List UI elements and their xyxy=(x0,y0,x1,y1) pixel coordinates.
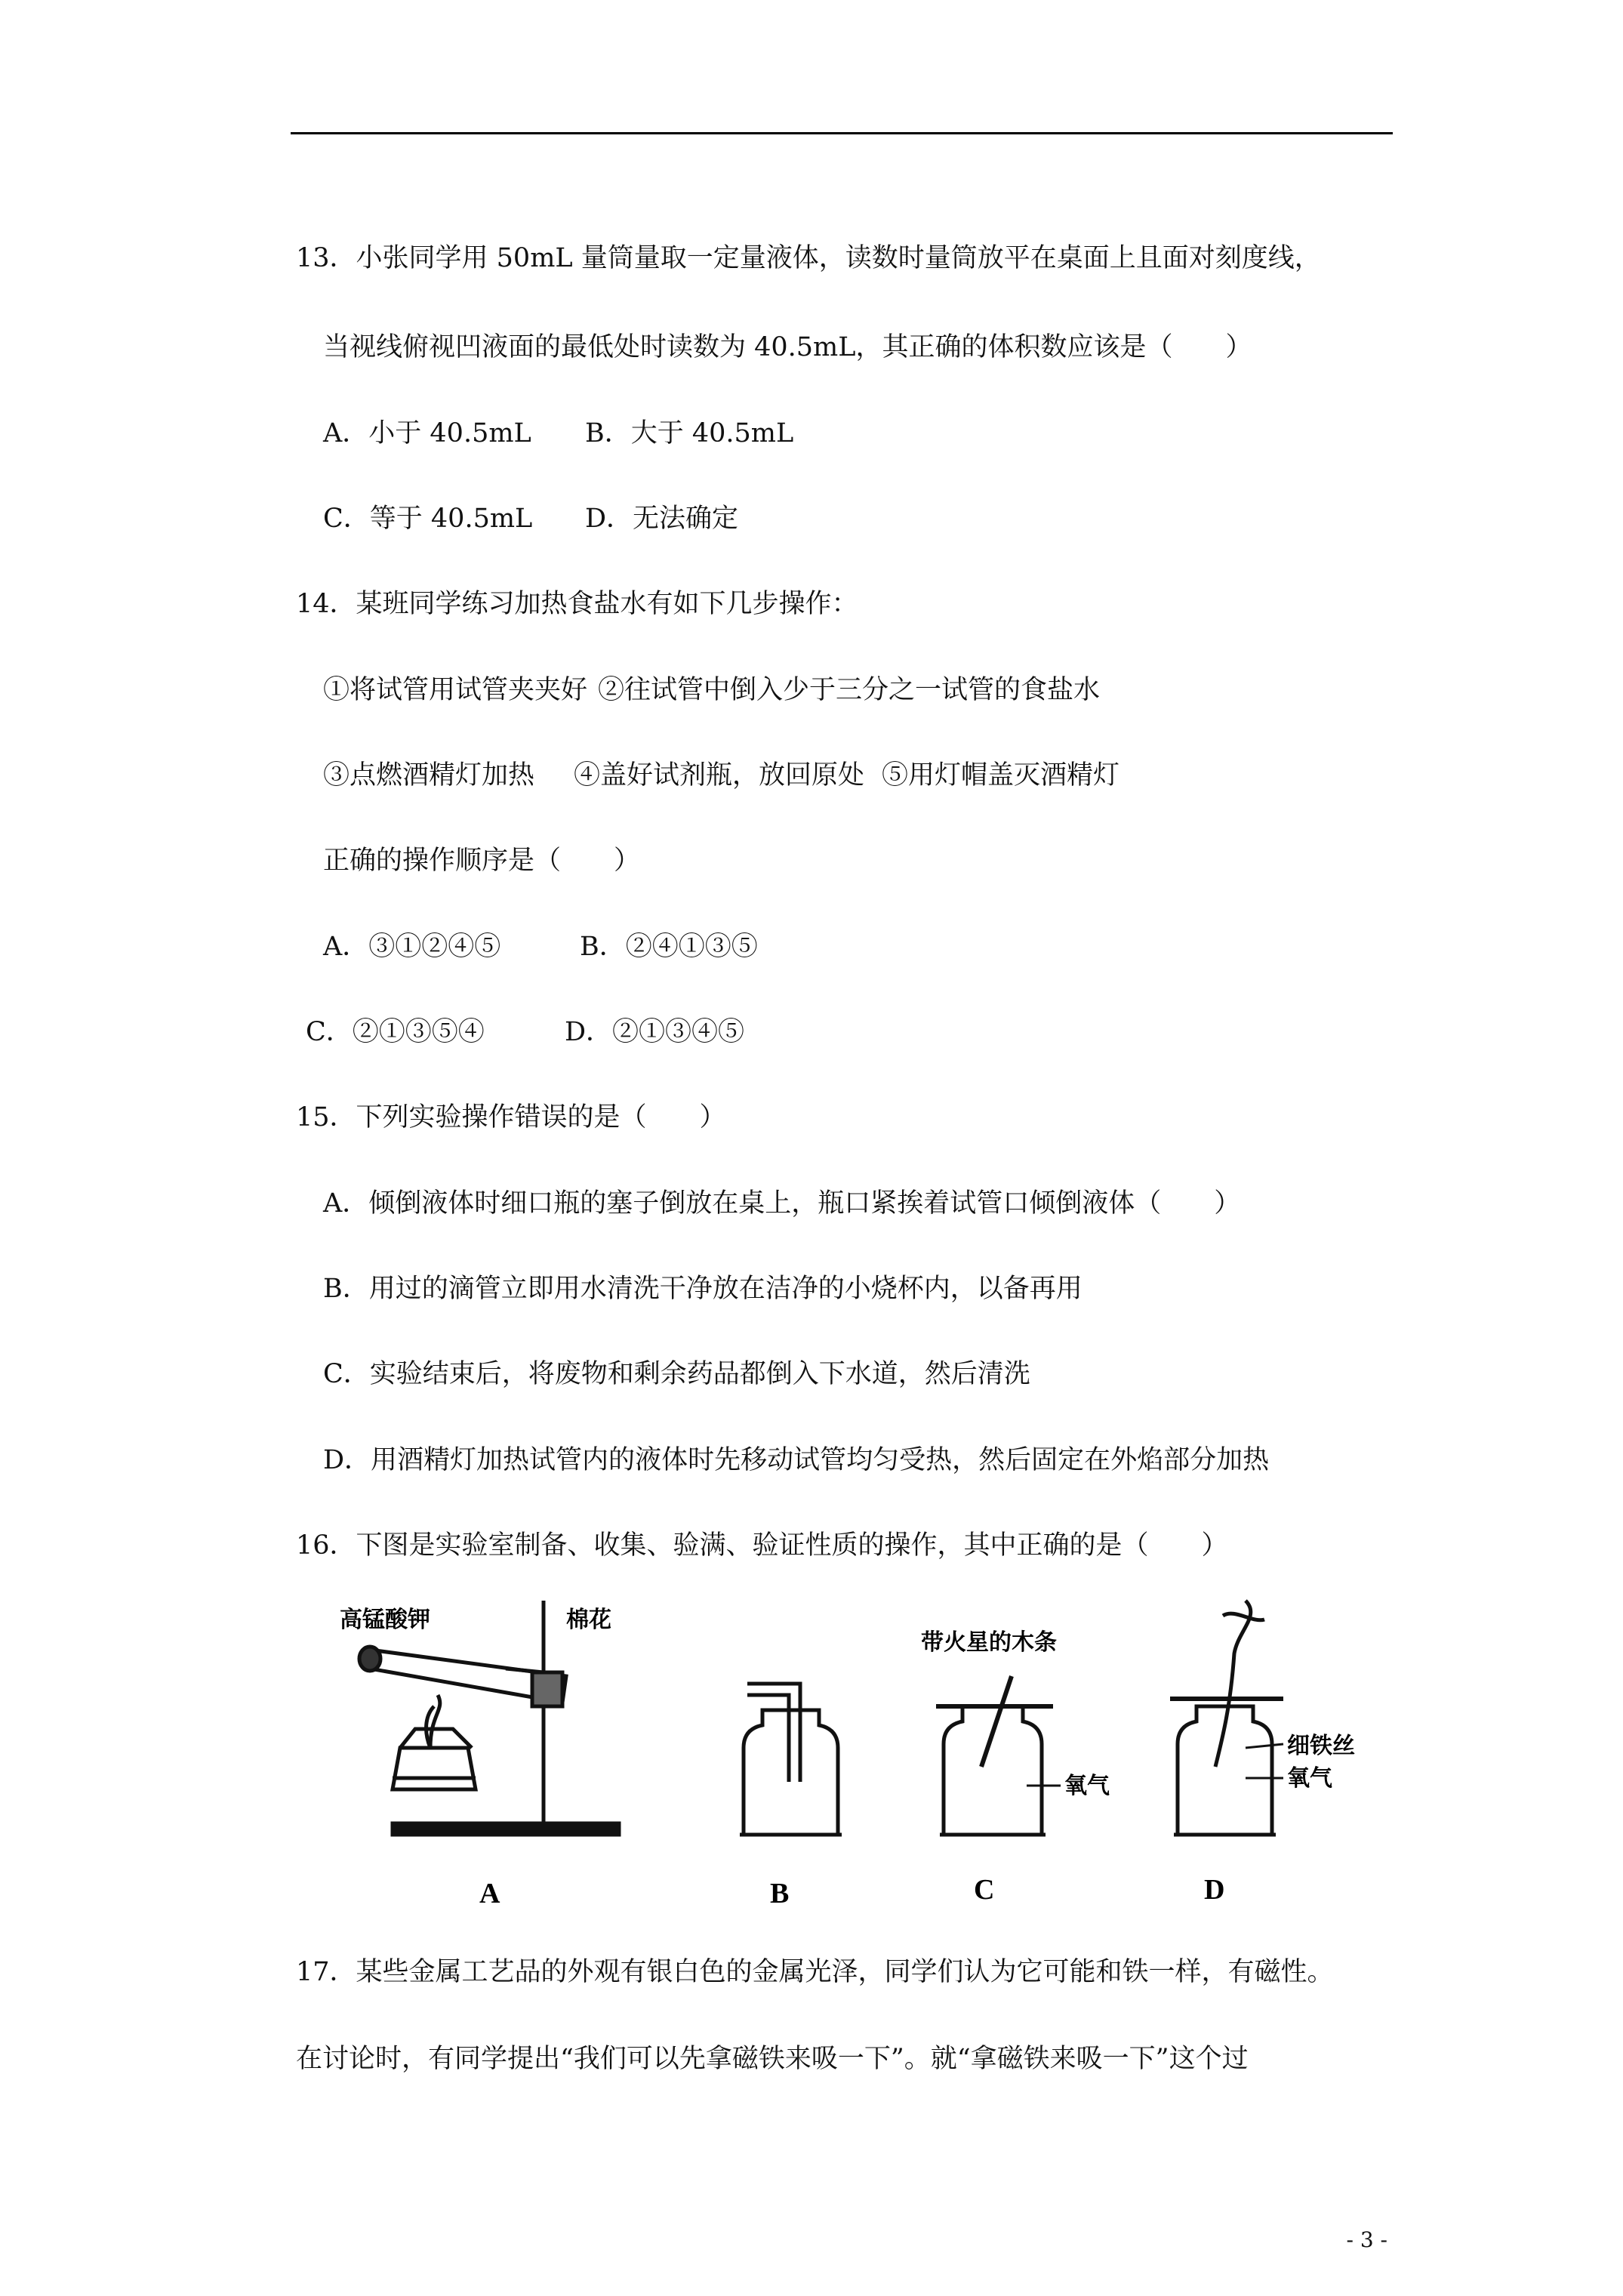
q15-option-b: B．用过的滴管立即用水清洗干净放在洁净的小烧杯内，以备再用 xyxy=(323,1274,1083,1304)
base-plate xyxy=(393,1823,619,1835)
q13-line2: 当视线俯视凹液面的最低处时读数为 40.5mL，其正确的体积数应该是（ ） xyxy=(323,332,1252,362)
q14-step1: ①将试管用试管夹夹好 xyxy=(323,675,588,705)
apparatus-c xyxy=(936,1676,1061,1835)
q14-step3: ③点燃酒精灯加热 xyxy=(323,760,535,791)
q15-option-c: C．实验结束后，将废物和剩余药品都倒入下水道，然后清洗 xyxy=(323,1359,1030,1389)
q14-line1: 14．某班同学练习加热食盐水有如下几步操作： xyxy=(296,589,858,619)
delivery-tube xyxy=(747,1684,800,1782)
caption-d: D xyxy=(1204,1874,1225,1906)
q13-line1: 13．小张同学用 50mL 量筒量取一定量液体，读数时量筒放平在桌面上且面对刻度线， xyxy=(296,243,1321,273)
caption-a: A xyxy=(479,1878,500,1909)
flame xyxy=(430,1695,440,1748)
glowing-splint xyxy=(981,1676,1012,1767)
q17-line1: 17．某些金属工艺品的外观有银白色的金属光泽，同学们认为它可能和铁一样，有磁性。 xyxy=(296,1957,1334,1987)
q13-option-c: C．等于 40.5mL xyxy=(323,504,533,534)
page-number: - 3 - xyxy=(1346,2227,1387,2252)
q17-line2: 在讨论时，有同学提出“我们可以先拿磁铁来吸一下”。就“拿磁铁来吸一下”这个过 xyxy=(296,2044,1249,2074)
q14-option-b: B．②④①③⑤ xyxy=(580,932,758,962)
q13-option-a: A．小于 40.5mL xyxy=(323,418,531,448)
q13-option-b: B．大于 40.5mL xyxy=(585,418,794,448)
label-iron: 细铁丝 xyxy=(1287,1733,1355,1759)
label-cotton: 棉花 xyxy=(566,1607,611,1633)
bottle-c xyxy=(944,1706,1042,1835)
q14-question: 正确的操作顺序是（ ） xyxy=(323,846,641,876)
apparatus-a xyxy=(359,1601,619,1835)
iron-wire xyxy=(1215,1601,1251,1767)
label-oxygen-d: 氧气 xyxy=(1287,1765,1332,1792)
header-rule xyxy=(291,132,1393,134)
lamp-stand xyxy=(393,1748,476,1789)
cotton-plug xyxy=(532,1672,562,1706)
q14-option-c: C．②①③⑤④ xyxy=(306,1017,485,1047)
q15-option-d: D．用酒精灯加热试管内的液体时先移动试管均匀受热，然后固定在外焰部分加热 xyxy=(323,1445,1270,1475)
apparatus-d xyxy=(1170,1601,1283,1835)
q14-option-a: A．③①②④⑤ xyxy=(323,932,501,962)
q14-step4: ④盖好试剂瓶，放回原处 xyxy=(574,760,865,791)
label-kmno4: 高锰酸钾 xyxy=(340,1607,430,1633)
q14-option-d: D．②①③④⑤ xyxy=(565,1017,745,1047)
q15-line1: 15．下列实验操作错误的是（ ） xyxy=(296,1102,726,1133)
q15-option-a: A．倾倒液体时细口瓶的塞子倒放在桌上，瓶口紧挨着试管口倾倒液体（ ） xyxy=(323,1188,1241,1219)
lab-apparatus-figure xyxy=(317,1586,1412,1933)
label-splint: 带火星的木条 xyxy=(921,1629,1057,1656)
q13-option-d: D．无法确定 xyxy=(585,504,739,534)
apparatus-b xyxy=(740,1684,842,1835)
q14-step2: ②往试管中倒入少于三分之一试管的食盐水 xyxy=(598,675,1101,705)
caption-c: C xyxy=(974,1874,995,1906)
label-oxygen-c: 氧气 xyxy=(1064,1773,1110,1799)
q16-line1: 16．下图是实验室制备、收集、验满、验证性质的操作，其中正确的是（ ） xyxy=(296,1530,1228,1561)
q14-step5: ⑤用灯帽盖灭酒精灯 xyxy=(882,760,1120,791)
caption-b: B xyxy=(770,1878,790,1909)
